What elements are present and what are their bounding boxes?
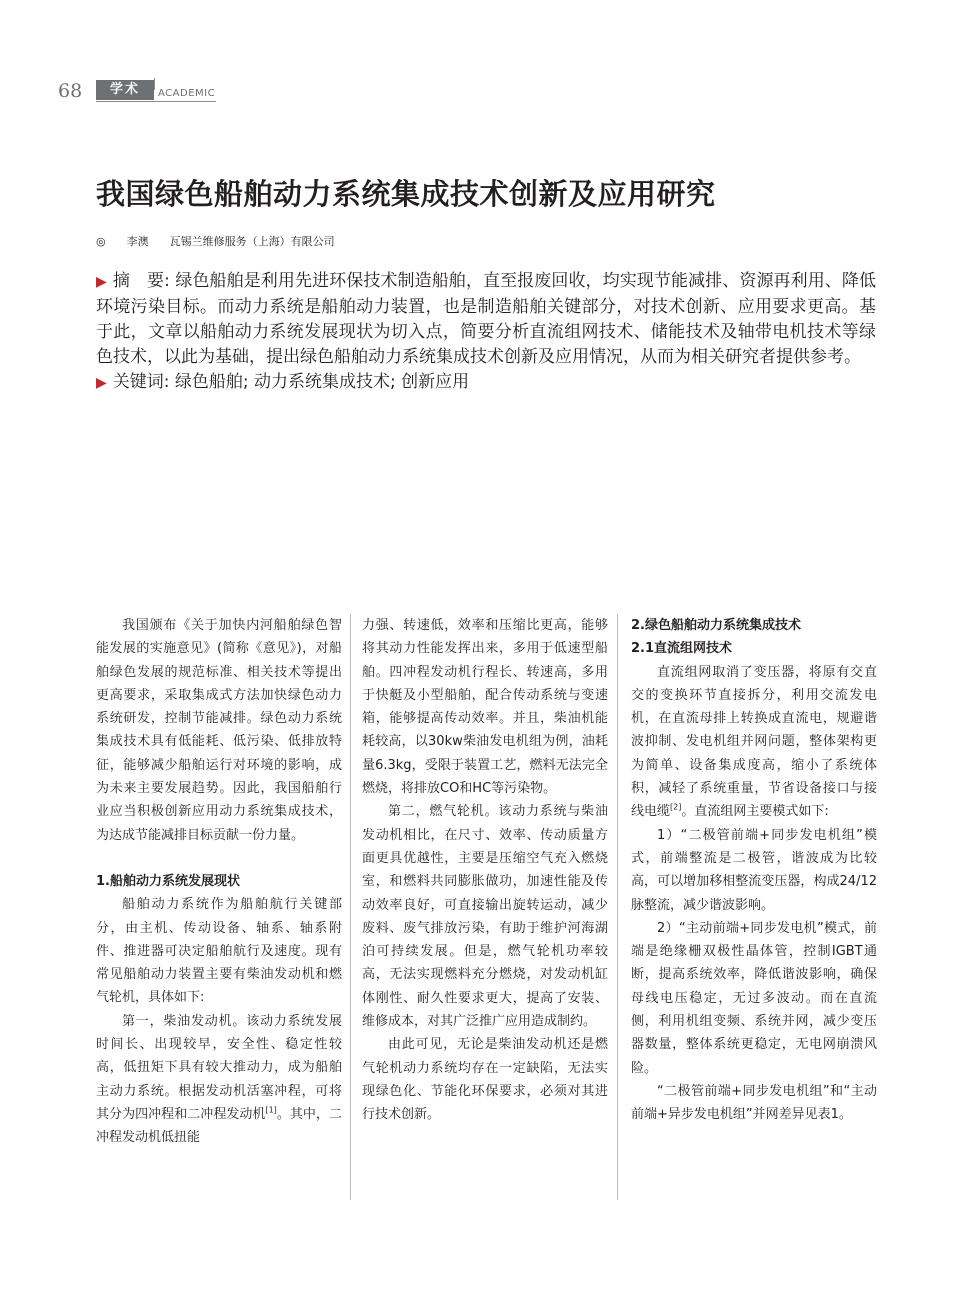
keywords-label: 关键词: bbox=[112, 372, 170, 392]
body-paragraph bbox=[96, 1010, 342, 1150]
abstract-block bbox=[96, 269, 876, 396]
body-text: 直流组网取消了变压器，将原有交直交的变换环节直接拆分，利用交流发电机，在直流母排上转换成直流电，规避谐波抑制、发电机组并网问题，整体架构更为简单、设备集成度高，缩小了系统体积，减轻了系统重量，节省设备接口与接线电缆 bbox=[631, 664, 877, 820]
citation-ref: [1] bbox=[265, 1105, 277, 1115]
section-heading-2: 2.绿色船舶动力系统集成技术 bbox=[631, 618, 801, 633]
header-rule bbox=[96, 101, 216, 102]
section-tag-english: ACADEMIC bbox=[158, 88, 216, 99]
body-paragraph bbox=[631, 661, 877, 824]
subsection-heading-2-1: 2.1直流组网技术 bbox=[631, 641, 733, 657]
body-paragraph: 力强、转速低，效率和压缩比更高，能够将其动力性能发挥出来，多用于低速型船舶。四冲程发动机行程长、转速高，多用于快艇及小型船舶，配合传动系统与变速箱，能够提高传动效率。并且，柴油机能耗较高，以30kw柴油发电机组为例，油耗量6.3kg，受限于装置工艺，燃料无法完全燃烧，将排放CO和HC等污染物。 bbox=[362, 618, 608, 797]
body-column-2 bbox=[362, 614, 608, 1127]
triangle-bullet-icon: ▶ bbox=[96, 375, 107, 391]
author-name: 李澳 bbox=[126, 235, 149, 248]
body-paragraph: 第二，燃气轮机。该动力系统与柴油发动机相比，在尺寸、效率、传动质量方面更具优越性，主要是压缩空气充入燃烧室，和燃料共同膨胀做功，加速性能及传动效率良好，可直接输出旋转运动，减少废料、废气排放污染，有助于维护河海湖泊可持续发展。但是，燃气轮机功率较高，无法实现燃料充分燃烧，对发动机缸体刚性、耐久性要求更大，提高了安装、维修成本，对其广泛推广应用造成制约。 bbox=[362, 804, 608, 1030]
section-tag: 学术 bbox=[96, 80, 154, 100]
page-header bbox=[58, 78, 218, 106]
keywords-paragraph bbox=[96, 370, 876, 396]
abstract-paragraph bbox=[96, 269, 876, 370]
list-item: 2）“主动前端+同步发电机”模式，前端是绝缘栅双极性晶体管，控制IGBT通断，提高系统效率，降低谐波影响，确保母线电压稳定，无过多波动。而在直流侧，利用机组变频、系统并网，减少变压器数量，整体系统更稳定，无电网崩溃风险。 bbox=[631, 920, 877, 1076]
body-column-1 bbox=[96, 614, 342, 1150]
body-paragraph: 船舶动力系统作为船舶航行关键部分，由主机、传动设备、轴系、轴系附件、推进器可决定船舶航行及速度。现有常见船舶动力装置主要有柴油发动机和燃气轮机，具体如下: bbox=[96, 897, 342, 1006]
article-title: 我国绿色船舶动力系统集成技术创新及应用研究 bbox=[96, 177, 716, 211]
keywords-text: 绿色船舶; 动力系统集成技术; 创新应用 bbox=[174, 372, 470, 392]
citation-ref: [2] bbox=[670, 803, 682, 813]
column-divider bbox=[350, 614, 351, 1200]
body-paragraph: “二极管前端+同步发电机组”和“主动前端+异步发电机组”并网差异见表1。 bbox=[631, 1083, 877, 1123]
body-text: 。直流组网主要模式如下: bbox=[681, 804, 829, 820]
author-affiliation: 瓦锡兰维修服务（上海）有限公司 bbox=[169, 235, 335, 248]
abstract-text: 绿色船舶是利用先进环保技术制造船舶，直至报废回收，均实现节能减排、资源再利用、降低环境污染目标。而动力系统是船舶动力装置，也是制造船舶关键部分，对技术创新、应用要求更高。基于此，文章以船舶动力系统发展现状为切入点，简要分析直流组网技术、储能技术及轴带电机技术等绿色技术，以此为基础，提出绿色船舶动力系统集成技术创新及应用情况，从而为相关研究者提供参考。 bbox=[96, 271, 876, 367]
header-decor-line bbox=[154, 78, 155, 90]
byline-mark: ◎ bbox=[96, 235, 106, 248]
body-column-3 bbox=[631, 614, 877, 1127]
abstract-label: 摘 要: bbox=[112, 271, 170, 291]
body-text: 。其中，二冲程发动机低扭能 bbox=[96, 1106, 342, 1146]
page-number: 68 bbox=[58, 80, 83, 102]
list-item: 1）“二极管前端+同步发电机组”模式，前端整流是二极管，谐波成为比较高，可以增加移相整流变压器，构成24/12脉整流，减少谐波影响。 bbox=[631, 827, 877, 913]
triangle-bullet-icon: ▶ bbox=[96, 274, 107, 290]
column-divider bbox=[617, 614, 618, 1200]
body-paragraph: 由此可见，无论是柴油发动机还是燃气轮机动力系统均存在一定缺陷，无法实现绿色化、节能化环保要求，必须对其进行技术创新。 bbox=[362, 1037, 608, 1123]
body-paragraph: 我国颁布《关于加快内河船舶绿色智能发展的实施意见》(简称《意见》)，对船舶绿色发展的规范标准、相关技术等提出更高要求，采取集成式方法加快绿色动力系统研发，控制节能减排。绿色动力系统集成技术具有低能耗、低污染、低排放特征，能够减少船舶运行对环境的影响，成为未来主要发展趋势。因此，我国船舶行业应当积极创新应用动力系统集成技术，为达成节能减排目标贡献一份力量。 bbox=[96, 618, 342, 843]
byline bbox=[96, 233, 335, 249]
body-text: 第一，柴油发动机。该动力系统发展时间长、出现较早，安全性、稳定性较高，低扭矩下具有较大推动力，成为船舶主动力系统。根据发动机活塞冲程，可将其分为四冲程和二冲程发动机 bbox=[96, 1013, 342, 1122]
section-heading-1: 1.船舶动力系统发展现状 bbox=[96, 873, 240, 889]
